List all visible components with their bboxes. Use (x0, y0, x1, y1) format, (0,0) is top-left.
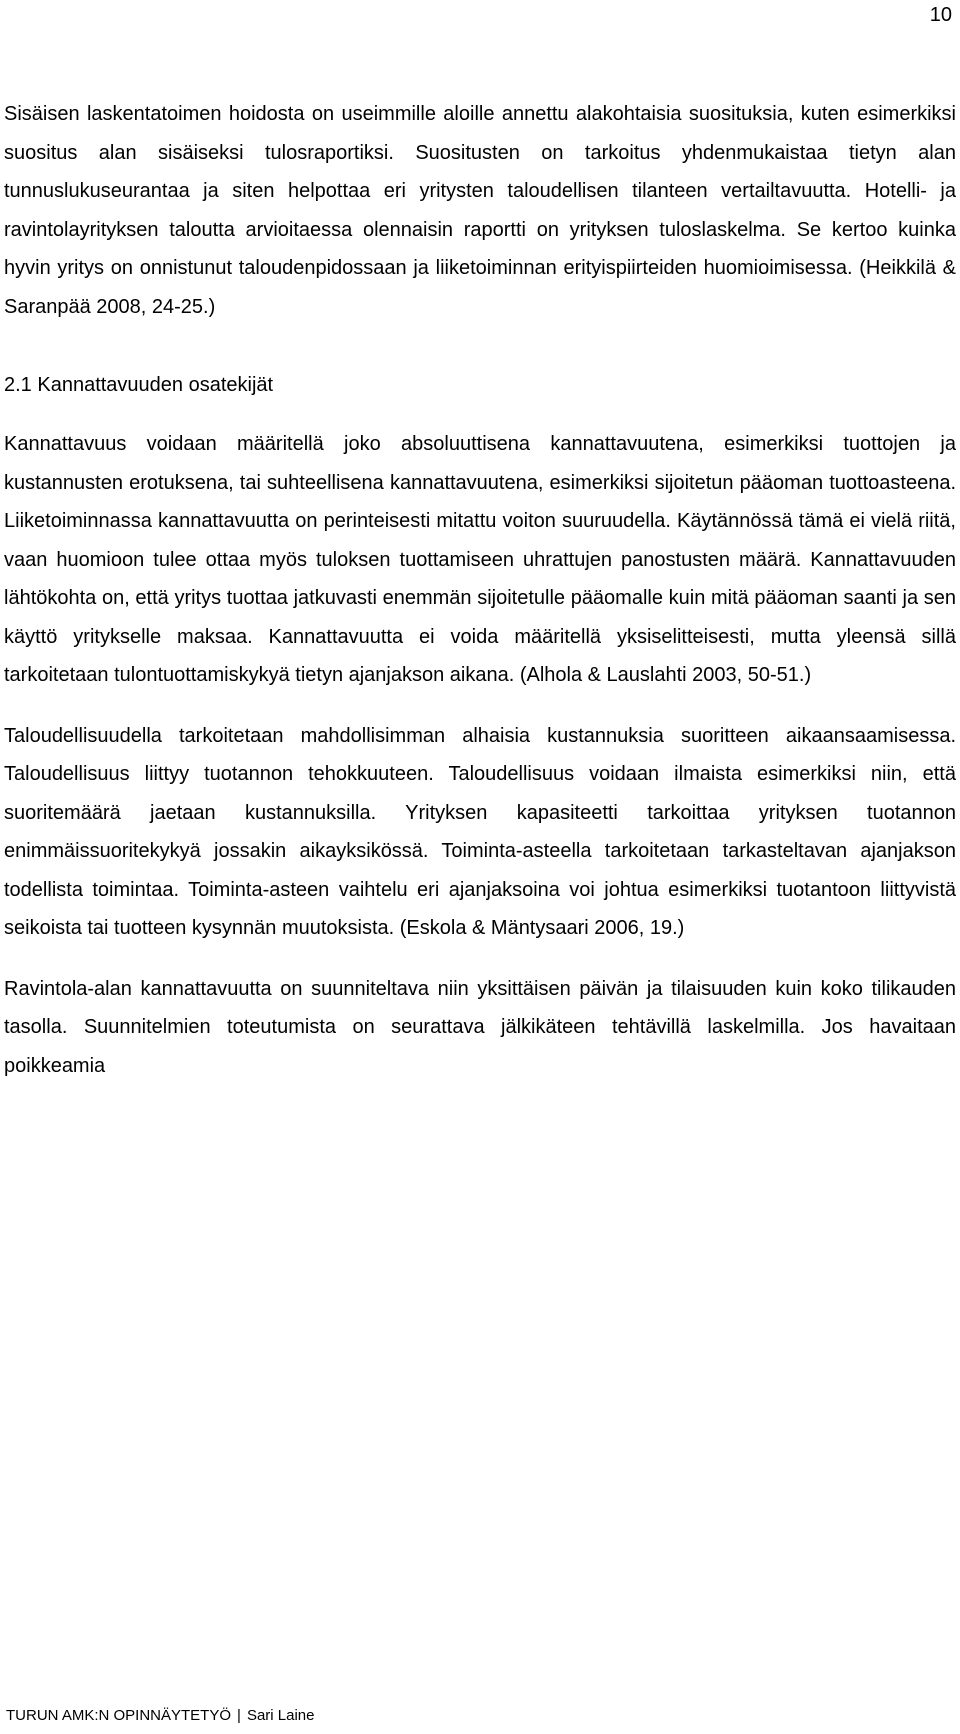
body-paragraph-3: Taloudellisuudella tarkoitetaan mahdollisimman alhaisia kustannuksia suoritteen aikaansaamisessa. Taloudellisuus liittyy tuotannon tehokkuuteen. Taloudellisuus voidaan ilmaista esimerkiksi niin, että suoritemäärä jaetaan kustannuksilla. Yrityksen kapasiteetti tarkoittaa yrityksen tuotannon enimmäissuoritekykyä jossakin aikayksikössä. Toiminta-asteella tarkoitetaan tarkasteltavan ajanjakson todellista toimintaa. Toiminta-asteen vaihtelu eri ajanjaksoina voi johtua esimerkiksi tuotantoon liittyvistä seikoista tai tuotteen kysynnän muutoksista. (Eskola & Mäntysaari 2006, 19.) (4, 724, 956, 939)
body-paragraph-4: Ravintola-alan kannattavuutta on suunniteltava niin yksittäisen päivän ja tilaisuuden kuin koko tilikauden tasolla. Suunnitelmien toteutumista on seurattava jälkikäteen tehtävillä laskelmilla. Jos havaitaan poikkeamia (4, 977, 956, 1077)
footer-institution: TURUN AMK:N OPINNÄYTETYÖ (6, 1707, 232, 1724)
footer-separator: | (237, 1707, 241, 1724)
footer-author: Sari Laine (246, 1707, 315, 1724)
section-heading: 2.1 Kannattavuuden osatekijät (4, 374, 274, 396)
body-paragraph-2: Kannattavuus voidaan määritellä joko absoluuttisena kannattavuutena, esimerkiksi tuottojen ja kustannusten erotuksena, tai suhteellisena kannattavuutena, esimerkiksi sijoitetun pääoman tuottoasteena. Liiketoiminnassa kannattavuutta on perinteisesti mitattu voiton suuruudella. Käytännössä tämä ei vielä riitä, vaan huomioon tulee ottaa myös tuloksen tuottamiseen uhrattujen panostusten määrä. Kannattavuuden lähtökohta on, että yritys tuottaa jatkuvasti enemmän sijoitetulle pääomalle kuin mitä pääoman saanti ja sen käyttö yritykselle maksaa. Kannattavuutta ei voida määritellä yksiselitteisesti, mutta yleensä sillä tarkoitetaan tulontuottamiskykyä tietyn ajanjakson aikana. (Alhola & Lauslahti 2003, 50-51.) (4, 433, 956, 686)
page-number: 10 (929, 4, 952, 26)
document-body (4, 95, 956, 1085)
body-paragraph-1: Sisäisen laskentatoimen hoidosta on useimmille aloille annettu alakohtaisia suosituksia, kuten esimerkiksi suositus alan sisäiseksi tulosraportiksi. Suositusten on tarkoitus yhdenmukaistaa tietyn alan tunnuslukuseurantaa ja siten helpottaa eri yritysten taloudellisen tilanteen vertailtavuutta. Hotelli- ja ravintolayrityksen taloutta arvioitaessa olennaisin raportti on yrityksen tuloslaskelma. Se kertoo kuinka hyvin yritys on onnistunut taloudenpidossaan ja liiketoiminnan erityispiirteiden huomioimisessa. (Heikkilä & Saranpää 2008, 24-25.) (4, 103, 956, 318)
page-footer (6, 1706, 314, 1726)
